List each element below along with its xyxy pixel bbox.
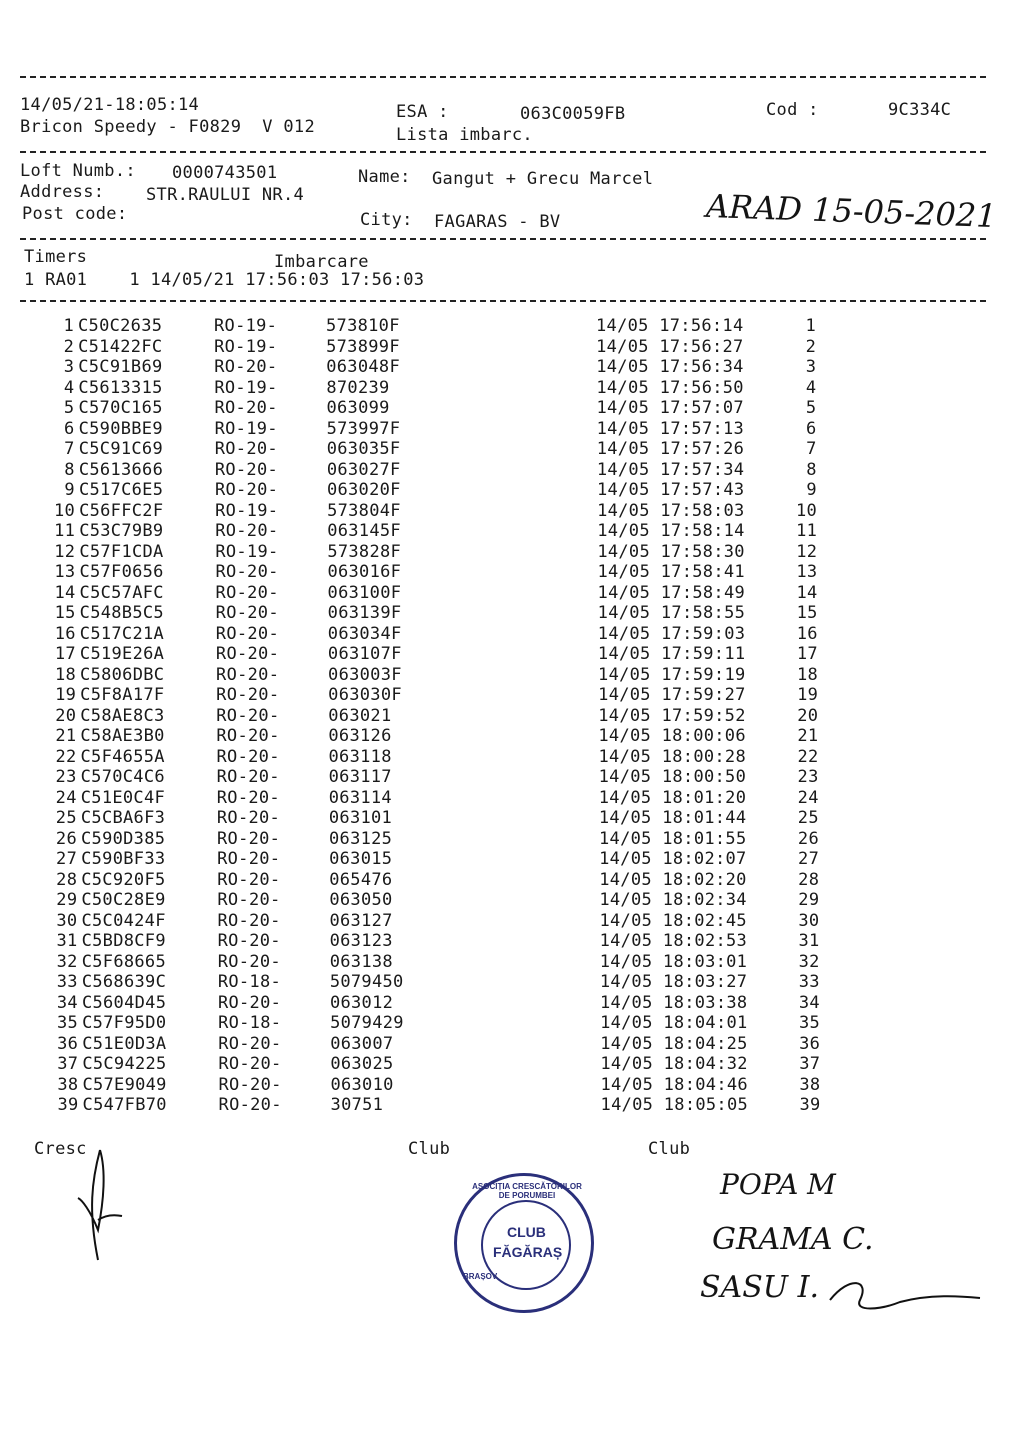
entry-ring-code: C5F8A17F	[80, 685, 165, 705]
timer-line: 1 RA01 1 14/05/21 17:56:03 17:56:03	[24, 270, 425, 290]
postcode-label: Post code:	[22, 204, 128, 224]
entry-position: 11	[796, 521, 818, 541]
entry-ring-number: 063114	[328, 787, 392, 808]
entry-index: 3	[63, 357, 75, 377]
entry-ring-number: 063127	[329, 910, 393, 931]
entry-ring-number: 063126	[328, 726, 392, 746]
entry-time: 14/05 18:03:01	[599, 951, 748, 972]
entry-index: 25	[55, 808, 77, 828]
entry-position: 23	[797, 767, 819, 787]
signature-flourish	[820, 1270, 990, 1320]
entry-ring-prefix: RO-19-	[215, 541, 279, 562]
separator-top	[20, 76, 986, 78]
entry-time: 14/05 18:01:55	[599, 828, 747, 849]
entry-ring-code: C590BBE9	[78, 418, 163, 439]
entry-position: 15	[796, 603, 818, 623]
entry-index: 17	[54, 644, 76, 664]
entry-ring-code: C58AE3B0	[80, 726, 165, 746]
entry-ring-prefix: RO-20-	[218, 1033, 282, 1054]
entry-index: 39	[57, 1095, 79, 1115]
entry-ring-number: 063145F	[327, 521, 401, 541]
entry-ring-code: C590BF33	[81, 849, 166, 869]
entry-position: 27	[798, 849, 820, 869]
entry-ring-prefix: RO-20-	[215, 562, 279, 582]
entry-ring-prefix: RO-20-	[214, 398, 278, 418]
entry-position: 36	[799, 1033, 821, 1054]
entry-ring-number: 063034F	[327, 623, 402, 644]
entry-ring-prefix: RO-19-	[215, 500, 279, 521]
entry-ring-number: 573828F	[327, 541, 402, 562]
entry-index: 29	[56, 890, 78, 910]
entry-time: 14/05 17:59:03	[597, 623, 746, 644]
name-label: Name:	[358, 167, 411, 187]
entry-position: 26	[797, 828, 819, 849]
entry-ring-code: C548B5C5	[79, 603, 164, 623]
entry-index: 33	[56, 972, 78, 992]
entry-position: 34	[798, 992, 820, 1013]
entry-ring-prefix: RO-20-	[214, 439, 278, 459]
entry-time: 14/05 18:02:34	[599, 890, 747, 910]
entry-ring-prefix: RO-20-	[217, 931, 281, 951]
entry-position: 39	[799, 1095, 821, 1115]
entry-position: 35	[799, 1013, 821, 1033]
entry-ring-prefix: RO-19-	[214, 377, 278, 398]
entry-ring-prefix: RO-20-	[217, 849, 281, 869]
entry-ring-number: 063030F	[328, 685, 402, 705]
entry-index: 32	[56, 951, 78, 972]
entry-ring-code: C568639C	[81, 972, 167, 992]
entry-position: 17	[796, 644, 818, 664]
entry-position: 30	[798, 910, 820, 931]
entry-index: 8	[64, 459, 75, 480]
entry-ring-prefix: RO-20-	[218, 1054, 282, 1074]
cod-value: 9C334C	[888, 100, 952, 120]
entry-ring-number: 063025	[330, 1054, 394, 1074]
entry-ring-number: 065476	[329, 869, 393, 890]
entry-index: 23	[55, 767, 77, 787]
entry-index: 9	[64, 480, 75, 500]
entry-ring-prefix: RO-20-	[215, 582, 279, 603]
entry-ring-number: 063048F	[326, 357, 400, 377]
entry-ring-code: C50C2635	[78, 316, 163, 336]
imbarcare-label: Imbarcare	[274, 252, 369, 272]
entry-time: 14/05 17:59:27	[598, 685, 746, 705]
entry-ring-prefix: RO-20-	[214, 459, 279, 480]
stamp-center-top: CLUB	[507, 1224, 546, 1240]
entry-time: 14/05 17:59:11	[597, 644, 746, 664]
entry-time: 14/05 18:01:44	[598, 808, 747, 828]
entry-ring-prefix: RO-18-	[218, 1013, 282, 1033]
entry-position: 3	[805, 357, 817, 377]
entry-time: 14/05 18:04:32	[600, 1054, 748, 1074]
entry-index: 30	[56, 910, 78, 931]
entry-index: 4	[63, 377, 75, 398]
entry-ring-code: C5604D45	[81, 992, 167, 1013]
entry-ring-code: C5806DBC	[80, 664, 165, 685]
entry-time: 14/05 18:02:20	[599, 869, 747, 890]
entry-ring-number: 063107F	[327, 644, 402, 664]
entry-ring-prefix: RO-20-	[216, 746, 280, 767]
handwritten-race-note: ARAD 15-05-2021	[705, 186, 998, 236]
entry-time: 14/05 17:56:14	[596, 316, 744, 336]
entry-ring-number: 063003F	[328, 664, 402, 685]
entry-index: 21	[55, 726, 77, 746]
stamp-ring-text: ASOCIȚIA CRESCĂTORILOR DE PORUMBEI	[472, 1182, 582, 1200]
entry-index: 28	[56, 869, 78, 890]
entry-ring-prefix: RO-20-	[217, 828, 281, 849]
entry-ring-number: 063012	[329, 992, 394, 1013]
entry-time: 14/05 17:56:34	[596, 357, 744, 377]
entry-position: 18	[796, 664, 819, 685]
city-value: FAGARAS - BV	[434, 212, 561, 232]
entry-ring-number: 573810F	[326, 316, 400, 336]
entry-ring-number: 063101	[328, 808, 393, 828]
entry-index: 7	[64, 439, 75, 459]
entry-ring-prefix: RO-20-	[216, 787, 280, 808]
entry-time: 14/05 17:58:14	[597, 521, 745, 541]
entry-position: 12	[796, 541, 818, 562]
signature-line-3: SASU I.	[700, 1270, 819, 1305]
entry-ring-prefix: RO-20-	[218, 1095, 282, 1115]
entry-time: 14/05 18:02:45	[599, 910, 747, 931]
address-label: Address:	[20, 182, 105, 202]
entry-time: 14/05 18:00:50	[598, 767, 747, 787]
entry-ring-prefix: RO-19-	[214, 418, 278, 439]
entry-ring-code: C519E26A	[79, 644, 165, 664]
entry-index: 19	[55, 685, 77, 705]
entry-ring-prefix: RO-19-	[214, 316, 278, 336]
entry-ring-prefix: RO-20-	[216, 726, 280, 746]
esa-value: 063C0059FB	[520, 104, 626, 124]
entry-ring-number: 063099	[326, 398, 390, 418]
entry-ring-code: C5C91B69	[78, 357, 163, 377]
entry-ring-number: 063015	[329, 849, 393, 869]
stamp-center-bottom: FĂGĂRAȘ	[493, 1244, 563, 1260]
entry-ring-number: 063007	[330, 1033, 394, 1054]
entry-index: 34	[56, 992, 78, 1013]
entry-ring-code: C547FB70	[82, 1095, 167, 1115]
entry-ring-number: 573997F	[326, 418, 401, 439]
entry-ring-code: C5613315	[78, 377, 163, 398]
entry-ring-code: C5613666	[78, 459, 164, 480]
entry-ring-prefix: RO-20-	[216, 685, 280, 705]
entry-time: 14/05 17:58:55	[597, 603, 746, 623]
entry-index: 18	[54, 664, 77, 685]
name-value: Gangut + Grecu Marcel	[432, 169, 654, 189]
esa-label: ESA :	[396, 102, 449, 122]
separator-header	[20, 151, 986, 153]
entry-ring-number: 063035F	[326, 439, 401, 459]
entry-ring-number: 573899F	[326, 336, 400, 357]
entry-ring-number: 5079450	[329, 972, 404, 992]
entry-ring-prefix: RO-20-	[215, 623, 280, 644]
entry-position: 24	[797, 787, 819, 808]
entry-time: 14/05 18:03:27	[599, 972, 748, 992]
entry-ring-code: C56FFC2F	[79, 500, 164, 521]
entry-time: 14/05 17:59:19	[598, 664, 746, 685]
entry-index: 11	[54, 521, 76, 541]
device-info: Bricon Speedy - F0829 V 012	[20, 117, 315, 137]
entry-index: 13	[54, 562, 76, 582]
entry-ring-code: C51E0C4F	[80, 787, 166, 808]
entry-ring-code: C50C28E9	[81, 890, 166, 910]
entry-position: 5	[805, 398, 817, 418]
entry-ring-code: C53C79B9	[79, 521, 164, 541]
entry-ring-prefix: RO-20-	[217, 992, 282, 1013]
entry-ring-number: 063010	[330, 1074, 394, 1095]
entry-ring-prefix: RO-20-	[217, 910, 281, 931]
entry-position: 32	[798, 951, 820, 972]
entry-ring-code: C5C57AFC	[79, 582, 164, 603]
entry-time: 14/05 18:02:07	[599, 849, 747, 869]
entry-position: 19	[797, 685, 819, 705]
entry-time: 14/05 18:04:46	[600, 1074, 748, 1095]
cresc-label: Cresc	[34, 1139, 87, 1159]
entry-ring-code: C57E9049	[82, 1074, 167, 1095]
entry-time: 14/05 17:57:26	[596, 439, 745, 459]
entry-ring-code: C5C0424F	[81, 910, 166, 931]
entry-ring-prefix: RO-20-	[216, 705, 280, 726]
entry-time: 14/05 17:57:43	[596, 480, 745, 500]
entry-ring-prefix: RO-18-	[217, 972, 282, 992]
entry-time: 14/05 17:58:03	[597, 500, 745, 521]
entry-index: 22	[55, 746, 77, 767]
entry-index: 26	[55, 828, 77, 849]
club-stamp	[454, 1173, 594, 1313]
print-datetime: 14/05/21-18:05:14	[20, 95, 200, 115]
entry-ring-prefix: RO-20-	[215, 603, 279, 623]
entry-ring-prefix: RO-20-	[215, 644, 280, 664]
entry-index: 14	[54, 582, 76, 603]
entry-index: 1	[63, 316, 74, 336]
entry-position: 13	[796, 562, 818, 582]
entry-ring-number: 30751	[330, 1095, 384, 1115]
entry-ring-prefix: RO-20-	[216, 808, 281, 828]
entry-position: 16	[796, 623, 818, 644]
entry-index: 35	[57, 1013, 79, 1033]
address-value: STR.RAULUI NR.4	[146, 185, 305, 205]
entry-time: 14/05 18:03:38	[599, 992, 748, 1013]
entry-position: 21	[797, 726, 819, 746]
separator-loft	[20, 238, 986, 240]
entry-index: 6	[64, 418, 75, 439]
entry-ring-code: C58AE8C3	[80, 705, 165, 726]
entry-time: 14/05 17:58:41	[597, 562, 745, 582]
entry-index: 10	[54, 500, 76, 521]
entry-ring-number: 063016F	[327, 562, 402, 582]
entry-position: 31	[798, 931, 820, 951]
entry-ring-code: C570C4C6	[80, 767, 165, 787]
entry-ring-code: C51E0D3A	[82, 1033, 167, 1054]
entry-ring-prefix: RO-20-	[215, 521, 279, 541]
entry-time: 14/05 17:58:49	[597, 582, 746, 603]
breeder-signature	[70, 1140, 140, 1270]
entry-position: 38	[799, 1074, 821, 1095]
entry-position: 8	[806, 459, 817, 480]
entry-time: 14/05 18:02:53	[599, 931, 748, 951]
club-label-1: Club	[408, 1139, 451, 1159]
entry-ring-code: C517C21A	[79, 623, 165, 644]
entry-index: 36	[57, 1033, 79, 1054]
entry-ring-code: C57F95D0	[82, 1013, 167, 1033]
entry-ring-code: C5C91C69	[78, 439, 163, 459]
signature-line-2: GRAMA C.	[712, 1222, 874, 1257]
entry-time: 14/05 17:56:27	[596, 336, 744, 357]
signature-line-1: POPA M	[720, 1168, 836, 1201]
entry-ring-code: C5BD8CF9	[81, 931, 166, 951]
entry-ring-number: 063100F	[327, 582, 402, 603]
entry-time: 14/05 17:56:50	[596, 377, 744, 398]
entry-position: 28	[798, 869, 820, 890]
entry-position: 22	[797, 746, 819, 767]
entry-ring-number: 063139F	[327, 603, 402, 623]
entry-position: 37	[799, 1054, 821, 1074]
entry-ring-number: 063021	[328, 705, 392, 726]
club-label-2: Club	[648, 1139, 691, 1159]
timers-label: Timers	[24, 247, 88, 267]
entry-index: 20	[55, 705, 77, 726]
entry-time: 14/05 18:05:05	[600, 1095, 749, 1115]
entry-index: 12	[54, 541, 76, 562]
entry-ring-number: 063117	[328, 767, 392, 787]
entry-ring-code: C57F1CDA	[79, 541, 164, 562]
entry-time: 14/05 17:57:13	[596, 418, 745, 439]
entry-ring-number: 063050	[329, 890, 393, 910]
entry-ring-prefix: RO-20-	[217, 890, 281, 910]
entry-ring-code: C5C920F5	[81, 869, 166, 890]
entry-ring-number: 063123	[329, 931, 393, 951]
entry-ring-prefix: RO-20-	[216, 664, 280, 685]
entry-time: 14/05 18:04:25	[600, 1033, 748, 1054]
entry-ring-number: 063020F	[326, 480, 401, 500]
cod-label: Cod :	[766, 100, 819, 120]
entry-position: 10	[796, 500, 818, 521]
entry-time: 14/05 18:00:06	[598, 726, 746, 746]
entry-ring-number: 870239	[326, 377, 390, 398]
loft-number-label: Loft Numb.:	[20, 161, 136, 181]
entry-position: 4	[805, 377, 817, 398]
entry-ring-number: 5079429	[330, 1013, 404, 1033]
entry-index: 15	[54, 603, 76, 623]
entry-position: 1	[805, 316, 816, 336]
entry-index: 5	[63, 398, 75, 418]
entry-position: 9	[806, 480, 817, 500]
entry-time: 14/05 17:59:52	[598, 705, 746, 726]
entry-ring-number: 063118	[328, 746, 392, 767]
entry-index: 24	[55, 787, 77, 808]
separator-timers	[20, 300, 986, 302]
entry-ring-prefix: RO-20-	[214, 357, 278, 377]
entry-index: 37	[57, 1054, 79, 1074]
entry-ring-number: 573804F	[327, 500, 401, 521]
entry-index: 31	[56, 931, 78, 951]
entry-ring-code: C5C94225	[82, 1054, 167, 1074]
entry-ring-code: C57F0656	[79, 562, 164, 582]
entry-time: 14/05 17:58:30	[597, 541, 745, 562]
entry-ring-prefix: RO-20-	[217, 951, 281, 972]
entry-time: 14/05 18:00:28	[598, 746, 747, 767]
entry-ring-number: 063138	[329, 951, 393, 972]
list-title: Lista imbarc.	[396, 125, 533, 145]
entry-ring-code: C5CBA6F3	[80, 808, 166, 828]
stamp-side-text: BRAȘOV	[463, 1272, 498, 1281]
entry-ring-code: C590D385	[81, 828, 166, 849]
entry-position: 20	[797, 705, 819, 726]
entry-ring-code: C570C165	[78, 398, 163, 418]
entry-ring-code: C51422FC	[78, 336, 163, 357]
entry-ring-code: C517C6E5	[78, 480, 164, 500]
entry-index: 16	[54, 623, 76, 644]
entry-time: 14/05 17:57:34	[596, 459, 745, 480]
entry-time: 14/05 17:57:07	[596, 398, 744, 418]
entry-position: 2	[805, 336, 817, 357]
entry-ring-code: C5F68665	[81, 951, 166, 972]
entry-position: 14	[796, 582, 818, 603]
entry-ring-number: 063027F	[326, 459, 401, 480]
entry-ring-prefix: RO-19-	[214, 336, 278, 357]
entry-ring-prefix: RO-20-	[214, 480, 279, 500]
entry-index: 27	[56, 849, 78, 869]
entry-position: 6	[806, 418, 817, 439]
entry-position: 7	[806, 439, 817, 459]
entry-time: 14/05 18:01:20	[598, 787, 747, 808]
entry-ring-number: 063125	[329, 828, 393, 849]
city-label: City:	[360, 210, 413, 230]
entry-index: 2	[63, 336, 75, 357]
entry-position: 29	[798, 890, 820, 910]
loft-number-value: 0000743501	[172, 163, 278, 183]
entry-position: 33	[798, 972, 820, 992]
entry-index: 38	[57, 1074, 79, 1095]
entry-ring-prefix: RO-20-	[216, 767, 280, 787]
entry-ring-prefix: RO-20-	[217, 869, 281, 890]
entry-time: 14/05 18:04:01	[600, 1013, 748, 1033]
entry-ring-prefix: RO-20-	[218, 1074, 282, 1095]
entry-position: 25	[797, 808, 819, 828]
entry-ring-code: C5F4655A	[80, 746, 165, 767]
